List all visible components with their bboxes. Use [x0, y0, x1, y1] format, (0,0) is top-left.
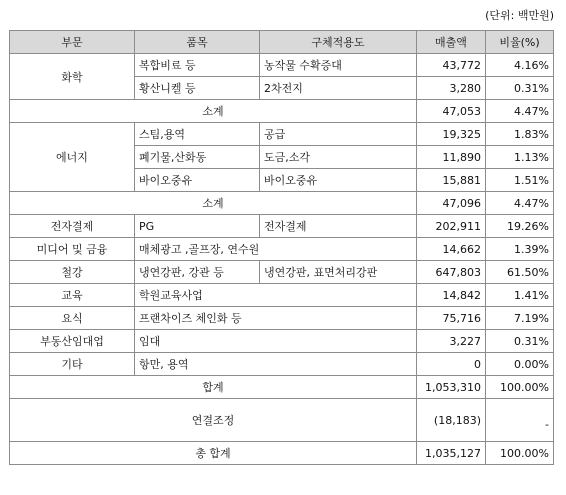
sales-cell: 3,280: [417, 77, 486, 100]
item-cell: 폐기물,산화동: [135, 146, 260, 169]
usage-cell: 전자결제: [260, 215, 417, 238]
sales-cell: 647,803: [417, 261, 486, 284]
ratio-cell: 19.26%: [486, 215, 554, 238]
ratio-cell: 0.31%: [486, 77, 554, 100]
table-row: [10, 215, 554, 238]
sales-cell: 14,842: [417, 284, 486, 307]
item-cell: 프랜차이즈 체인화 등: [135, 307, 417, 330]
division-cell: 화학: [10, 54, 135, 100]
ratio-cell: 1.83%: [486, 123, 554, 146]
usage-cell: 냉연강판, 표면처리강판: [260, 261, 417, 284]
division-cell: 요식: [10, 307, 135, 330]
item-cell: 스팀,용역: [135, 123, 260, 146]
item-cell: 임대: [135, 330, 417, 353]
subtotal-row: [10, 100, 554, 123]
table-row: [10, 123, 554, 146]
grand-total-label: 총 합계: [10, 442, 417, 465]
sales-cell: 3,227: [417, 330, 486, 353]
item-cell: 매체광고 ,골프장, 연수원: [135, 238, 417, 261]
table-row: [10, 353, 554, 376]
usage-cell: 농작물 수확증대: [260, 54, 417, 77]
sales-cell: 202,911: [417, 215, 486, 238]
header-ratio: 비율(%): [486, 31, 554, 54]
subtotal-row: [10, 192, 554, 215]
ratio-cell: 1.41%: [486, 284, 554, 307]
ratio-cell: 1.13%: [486, 146, 554, 169]
subtotal-label: 소계: [10, 100, 417, 123]
division-cell: 기타: [10, 353, 135, 376]
usage-cell: 2차전지: [260, 77, 417, 100]
ratio-cell: [486, 399, 554, 442]
sales-cell: 1,053,310: [417, 376, 486, 399]
header-row: [10, 31, 554, 54]
table-row: [10, 54, 554, 77]
header-usage: 구체적용도: [260, 31, 417, 54]
consolidation-row: [10, 399, 554, 442]
ratio-cell: 100.00%: [486, 442, 554, 465]
grand-total-row: [10, 442, 554, 465]
sales-cell: 75,716: [417, 307, 486, 330]
table-row: [10, 330, 554, 353]
item-cell: PG: [135, 215, 260, 238]
total-row: [10, 376, 554, 399]
table-row: [10, 261, 554, 284]
division-cell: 철강: [10, 261, 135, 284]
ratio-cell: 1.39%: [486, 238, 554, 261]
item-cell: 복합비료 등: [135, 54, 260, 77]
ratio-cell: 1.51%: [486, 169, 554, 192]
sales-cell: 43,772: [417, 54, 486, 77]
ratio-cell: 61.50%: [486, 261, 554, 284]
table-row: [10, 284, 554, 307]
item-cell: 항만, 용역: [135, 353, 417, 376]
sales-table: [9, 30, 554, 465]
item-cell: 학원교육사업: [135, 284, 417, 307]
sales-cell: 15,881: [417, 169, 486, 192]
ratio-cell: 4.47%: [486, 100, 554, 123]
header-item: 품목: [135, 31, 260, 54]
ratio-cell: 0.00%: [486, 353, 554, 376]
item-cell: 바이오중유: [135, 169, 260, 192]
division-cell: 에너지: [10, 123, 135, 192]
sales-cell: 14,662: [417, 238, 486, 261]
total-label: 합계: [10, 376, 417, 399]
sales-cell: 47,096: [417, 192, 486, 215]
division-cell: 전자결제: [10, 215, 135, 238]
sales-cell: 19,325: [417, 123, 486, 146]
sales-cell: 0: [417, 353, 486, 376]
consolidation-label: 연결조정: [10, 399, 417, 442]
usage-cell: 바이오중유: [260, 169, 417, 192]
header-division: 부문: [10, 31, 135, 54]
ratio-dash: -: [545, 418, 549, 431]
sales-cell: 47,053: [417, 100, 486, 123]
ratio-cell: 0.31%: [486, 330, 554, 353]
subtotal-label: 소계: [10, 192, 417, 215]
ratio-cell: 100.00%: [486, 376, 554, 399]
ratio-cell: 4.47%: [486, 192, 554, 215]
unit-label: (단위: 백만원): [485, 9, 554, 22]
sales-cell: 1,035,127: [417, 442, 486, 465]
ratio-cell: 4.16%: [486, 54, 554, 77]
usage-cell: 도금,소각: [260, 146, 417, 169]
division-cell: 부동산임대업: [10, 330, 135, 353]
table-row: [10, 307, 554, 330]
ratio-cell: 7.19%: [486, 307, 554, 330]
division-cell: 미디어 및 금융: [10, 238, 135, 261]
sales-cell: (18,183): [417, 399, 486, 442]
sales-cell: 11,890: [417, 146, 486, 169]
table-row: [10, 238, 554, 261]
item-cell: 냉연강판, 강관 등: [135, 261, 260, 284]
usage-cell: 공급: [260, 123, 417, 146]
item-cell: 황산니켈 등: [135, 77, 260, 100]
header-sales: 매출액: [417, 31, 486, 54]
division-cell: 교육: [10, 284, 135, 307]
